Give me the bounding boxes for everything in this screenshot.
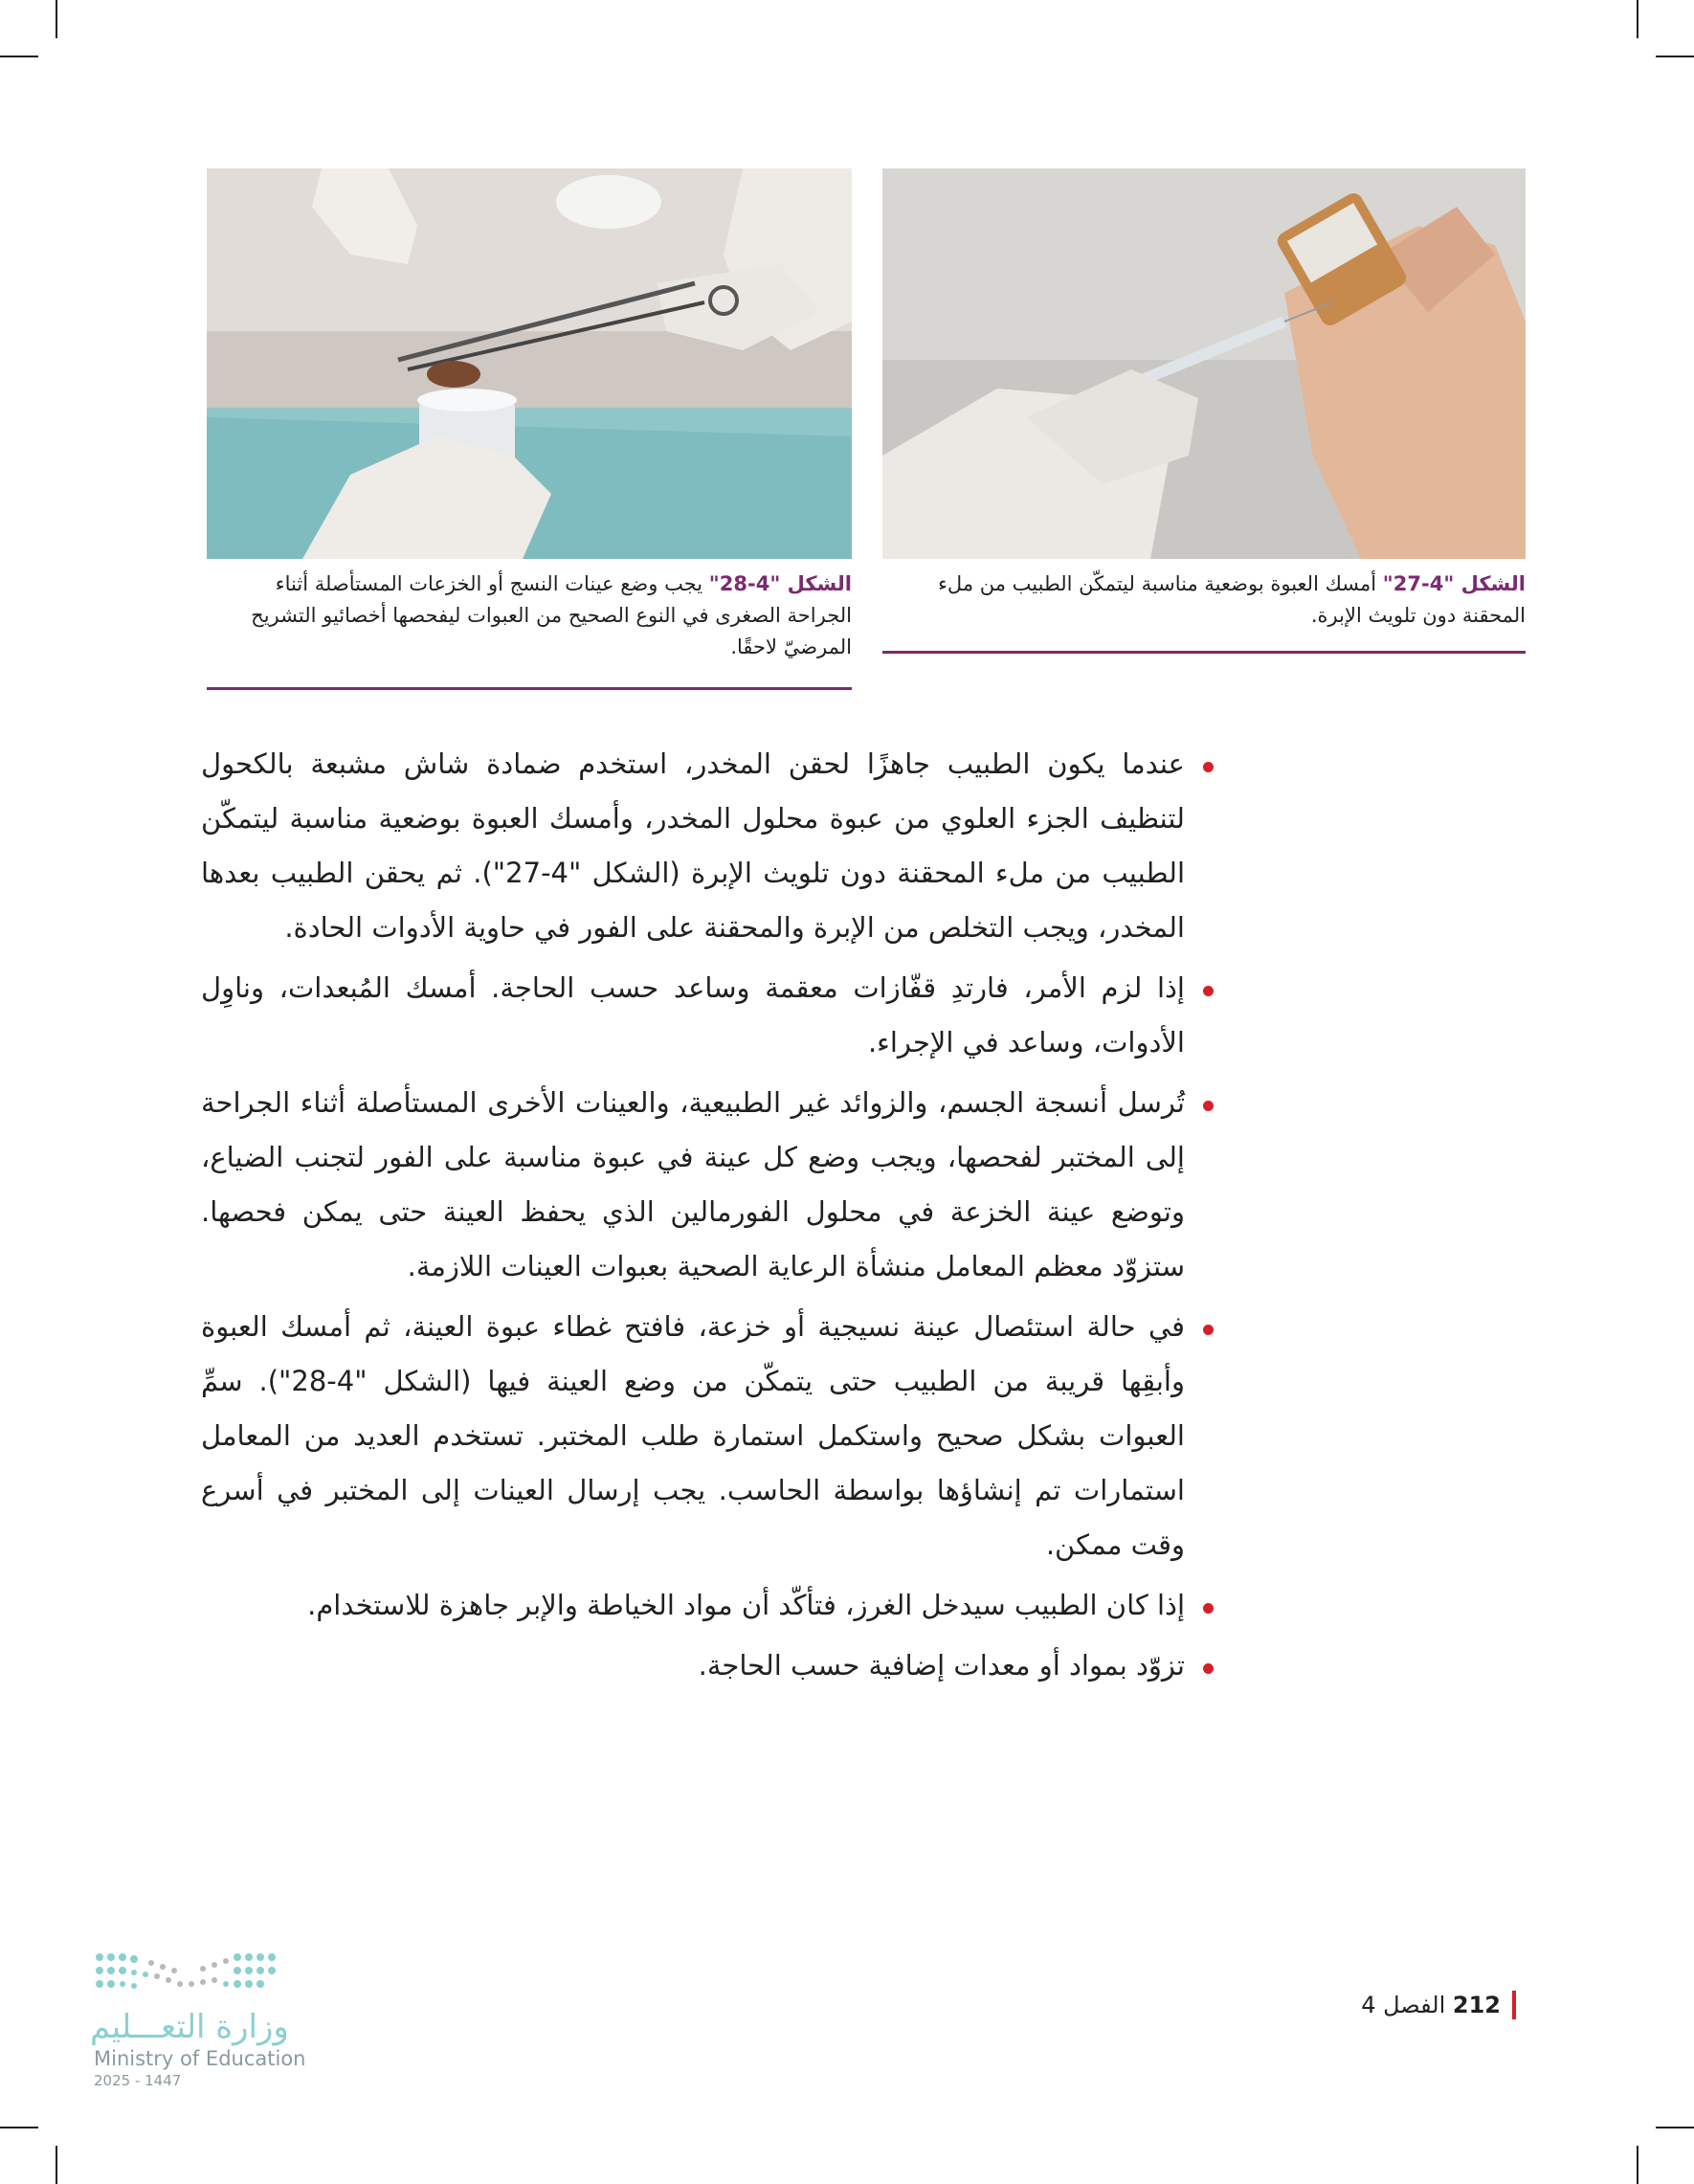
list-item-text: إذا كان الطبيب سيدخل الغرز، فتأكّد أن مواد الخياطة والإبر جاهزة للاستخدام.	[307, 1589, 1185, 1621]
page-footer	[1273, 1989, 1501, 2021]
bullet-icon	[1203, 1663, 1214, 1674]
crop-mark	[1656, 56, 1694, 57]
figure-label: الشكل "4-28"	[708, 572, 852, 595]
crop-mark	[1656, 2127, 1694, 2128]
bullet-icon	[1203, 1603, 1214, 1614]
bullet-icon	[1203, 986, 1214, 996]
list-item	[201, 1076, 1214, 1294]
crop-mark	[1637, 0, 1638, 38]
footer-divider	[1512, 1991, 1516, 2019]
list-item-text: في حالة استئصال عينة نسيجية أو خزعة، فافتح غطاء عبوة العينة، ثم أمسك العبوة وأبقِها قريبة من الطبيب حتى يتمكّن من وضع العينة فيها (الشكل "4-28"). سمِّ العبوات بشكل صحيح واستكمل استمارة طلب المختبر. تستخدم العديد من المعامل استمارات تم إنشاؤها بواسطة الحاسب. يجب إرسال العينات إلى المختبر في أسرع وقت ممكن.	[201, 1310, 1185, 1561]
crop-mark	[56, 2146, 57, 2184]
figure-label: الشكل "4-27"	[1382, 572, 1526, 595]
figure-caption-left	[207, 568, 852, 663]
caption-rule-left	[207, 687, 852, 690]
list-item	[201, 961, 1214, 1070]
crop-mark	[0, 2127, 38, 2128]
figure-caption-text: يجب وضع عينات النسج أو الخزعات المستأصلة أثناء الجراحة الصغرى في النوع الصحيح من العبوات ليفحصها أخصائيو التشريح المرضيّ لاحقًا.	[251, 572, 852, 658]
crop-mark	[0, 56, 38, 57]
bullet-list	[201, 737, 1214, 1699]
chapter-label: الفصل 4	[1361, 1992, 1446, 2018]
list-item	[201, 1638, 1214, 1693]
bullet-icon	[1203, 762, 1214, 772]
list-item	[201, 1300, 1214, 1572]
edition-year: 2025 - 1447	[94, 2072, 182, 2089]
list-item-text: تُرسل أنسجة الجسم، والزوائد غير الطبيعية، والعينات الأخرى المستأصلة أثناء الجراحة إلى المختبر لفحصها، ويجب وضع كل عينة في عبوة مناسبة على الفور لتجنب الضياع، وتوضع عينة الخزعة في محلول الفورمالين الذي يحفظ العينة حتى يمكن فحصها. ستزوّد معظم المعامل منشأة الرعاية الصحية بعبوات العينات اللازمة.	[201, 1086, 1185, 1282]
page-number: 212	[1452, 1992, 1501, 2018]
list-item	[201, 1578, 1214, 1633]
list-item	[201, 737, 1214, 955]
list-item-text: إذا لزم الأمر، فارتدِ قفّازات معقمة وساعد حسب الحاجة. أمسك المُبعدات، وناوِل الأدوات، وساعد في الإجراء.	[201, 971, 1185, 1059]
crop-mark	[1637, 2146, 1638, 2184]
figure-caption-right	[882, 568, 1526, 632]
figure-specimen-photo	[207, 168, 852, 559]
list-item-text: عندما يكون الطبيب جاهزًا لحقن المخدر، استخدم ضمادة شاش مشبعة بالكحول لتنظيف الجزء العلوي من عبوة محلول المخدر، وأمسك العبوة بوضعية مناسبة ليتمكّن الطبيب من ملء المحقنة دون تلويث الإبرة (الشكل "4-27"). ثم يحقن الطبيب بعدها المخدر، ويجب التخلص من الإبرة والمحقنة على الفور في حاوية الأدوات الحادة.	[201, 747, 1185, 944]
bullet-icon	[1203, 1325, 1214, 1335]
list-item-text: تزوّد بمواد أو معدات إضافية حسب الحاجة.	[698, 1649, 1185, 1682]
bullet-icon	[1203, 1101, 1214, 1111]
figure-syringe-photo	[882, 168, 1526, 559]
ministry-name-english: Ministry of Education	[94, 2047, 306, 2070]
ministry-name-arabic: وزارة التعـــليم	[90, 2008, 289, 2046]
figure-caption-text: أمسك العبوة بوضعية مناسبة ليتمكّن الطبيب من ملء المحقنة دون تلويث الإبرة.	[938, 572, 1526, 627]
caption-rule-right	[882, 651, 1526, 654]
crop-mark	[56, 0, 57, 38]
